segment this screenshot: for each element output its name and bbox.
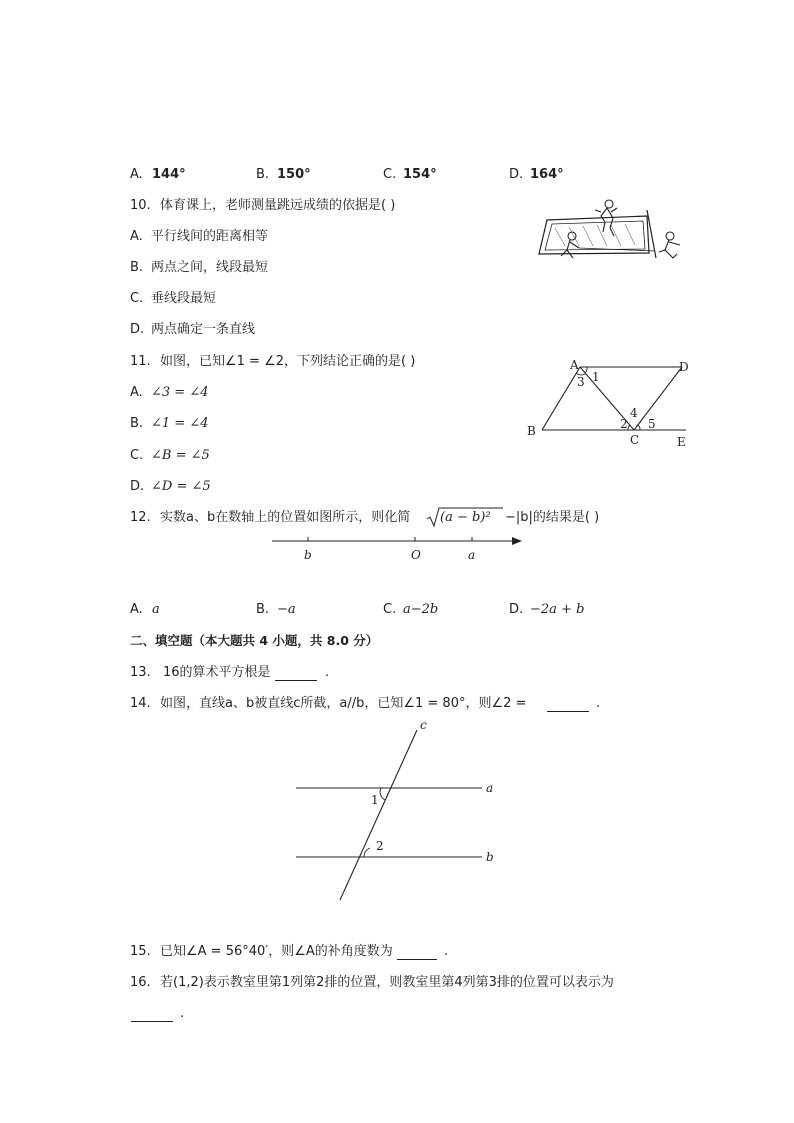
q14-angle-label-2: 2	[376, 839, 384, 853]
q14-label-a: a	[486, 781, 494, 795]
q11-option-c-letter: C.	[130, 448, 144, 463]
q9-option-a-letter: A.	[130, 167, 143, 182]
q14-label-c: c	[420, 718, 427, 732]
q16-number: 16.	[130, 975, 151, 990]
q12-option-c-letter: C.	[383, 602, 397, 617]
q15-answer-blank[interactable]	[397, 944, 437, 960]
q14-end: .	[596, 696, 601, 711]
q14-number: 14.	[130, 696, 151, 711]
q12-stem-after: −|b|的结果是( )	[505, 510, 600, 525]
q11-option-b-letter: B.	[130, 416, 144, 431]
q11-option-c-text: ∠B = ∠5	[151, 448, 210, 463]
q14-stem: 如图，直线a、b被直线c所截，a//b，已知∠1 = 80°，则∠2 =	[160, 696, 527, 711]
q16-end: .	[180, 1006, 185, 1021]
q11-number: 11.	[130, 354, 151, 369]
q9-option-d-letter: D.	[509, 167, 524, 182]
q12-option-d-text: −2a + b	[530, 602, 585, 617]
q11-angle-label-3: 3	[577, 375, 585, 389]
q12-option-c-text: a−2b	[403, 602, 439, 617]
q11-option-a-letter: A.	[130, 385, 143, 400]
q9-option-c-text: 154°	[403, 167, 437, 182]
q9-option-c-letter: C.	[383, 167, 397, 182]
q10-option-d-letter: D.	[130, 322, 145, 337]
q13-number: 13.	[130, 665, 151, 680]
q12-option-a-text: a	[152, 602, 160, 617]
q11-label-e: E	[677, 435, 686, 449]
q9-option-b-letter: B.	[256, 167, 270, 182]
q15-number: 15.	[130, 944, 151, 959]
q12-axis-label-a: a	[468, 548, 476, 562]
q12-option-b-text: −a	[277, 602, 296, 617]
q9-option-d-text: 164°	[530, 167, 564, 182]
long-jump-illustration	[535, 198, 695, 268]
q11-angle-label-4: 4	[630, 406, 638, 420]
q10-option-c-text: 垂线段最短	[151, 291, 217, 306]
q11-angle-label-1: 1	[592, 370, 600, 384]
q16-stem: 若(1,2)表示教室里第1列第2排的位置，则教室里第4列第3排的位置可以表示为	[160, 975, 614, 990]
q12-stem-before: 实数a、b在数轴上的位置如图所示，则化简	[160, 510, 411, 525]
q12-option-b-letter: B.	[256, 602, 270, 617]
q11-label-d: D	[679, 360, 689, 374]
q12-axis-label-b: b	[304, 548, 312, 562]
q11-option-b-text: ∠1 = ∠4	[151, 416, 209, 431]
q10-option-d-text: 两点确定一条直线	[151, 322, 256, 337]
q12-option-a-letter: A.	[130, 602, 143, 617]
q11-option-a-text: ∠3 = ∠4	[151, 385, 209, 400]
q12-axis-label-o: O	[411, 548, 421, 562]
q13-end: .	[325, 665, 330, 680]
q12-number-line	[270, 532, 525, 567]
q10-option-b-text: 两点之间，线段最短	[151, 260, 269, 275]
q14-parallel-lines-figure	[290, 718, 505, 903]
q11-option-d-letter: D.	[130, 479, 145, 494]
section-2-title: 二、填空题（本大题共 4 小题，共 8.0 分）	[130, 633, 379, 648]
q11-label-c: C	[630, 433, 640, 447]
q9-option-b-text: 150°	[277, 167, 311, 182]
q10-option-c-letter: C.	[130, 291, 144, 306]
q13-stem: 16的算术平方根是	[163, 665, 271, 680]
q14-answer-blank[interactable]	[547, 696, 589, 712]
q15-end: .	[444, 944, 449, 959]
q11-label-a: A	[570, 358, 579, 372]
q10-option-b-letter: B.	[130, 260, 144, 275]
q11-stem: 如图，已知∠1 = ∠2，下列结论正确的是( )	[160, 354, 416, 369]
q10-option-a-text: 平行线间的距离相等	[151, 229, 269, 244]
q11-option-d-text: ∠D = ∠5	[151, 479, 211, 494]
measurer-figure-right	[659, 232, 680, 258]
q14-label-b: b	[486, 850, 494, 864]
q12-option-d-letter: D.	[509, 602, 524, 617]
q16-answer-blank[interactable]	[131, 1006, 173, 1022]
q14-angle-label-1: 1	[371, 793, 379, 807]
q11-angle-label-5: 5	[648, 417, 656, 431]
q13-answer-blank[interactable]	[275, 665, 317, 681]
q10-stem: 体育课上，老师测量跳远成绩的依据是( )	[160, 198, 396, 213]
q10-number: 10.	[130, 198, 151, 213]
q11-angle-label-2: 2	[620, 417, 628, 431]
q15-stem: 已知∠A = 56°40′，则∠A的补角度数为	[160, 944, 393, 959]
q11-label-b: B	[527, 424, 536, 438]
q12-number: 12.	[130, 510, 151, 525]
q9-option-a-text: 144°	[152, 167, 186, 182]
q10-option-a-letter: A.	[130, 229, 143, 244]
q12-radicand: (a − b)²	[440, 510, 491, 525]
q11-parallelogram-figure	[520, 355, 700, 450]
